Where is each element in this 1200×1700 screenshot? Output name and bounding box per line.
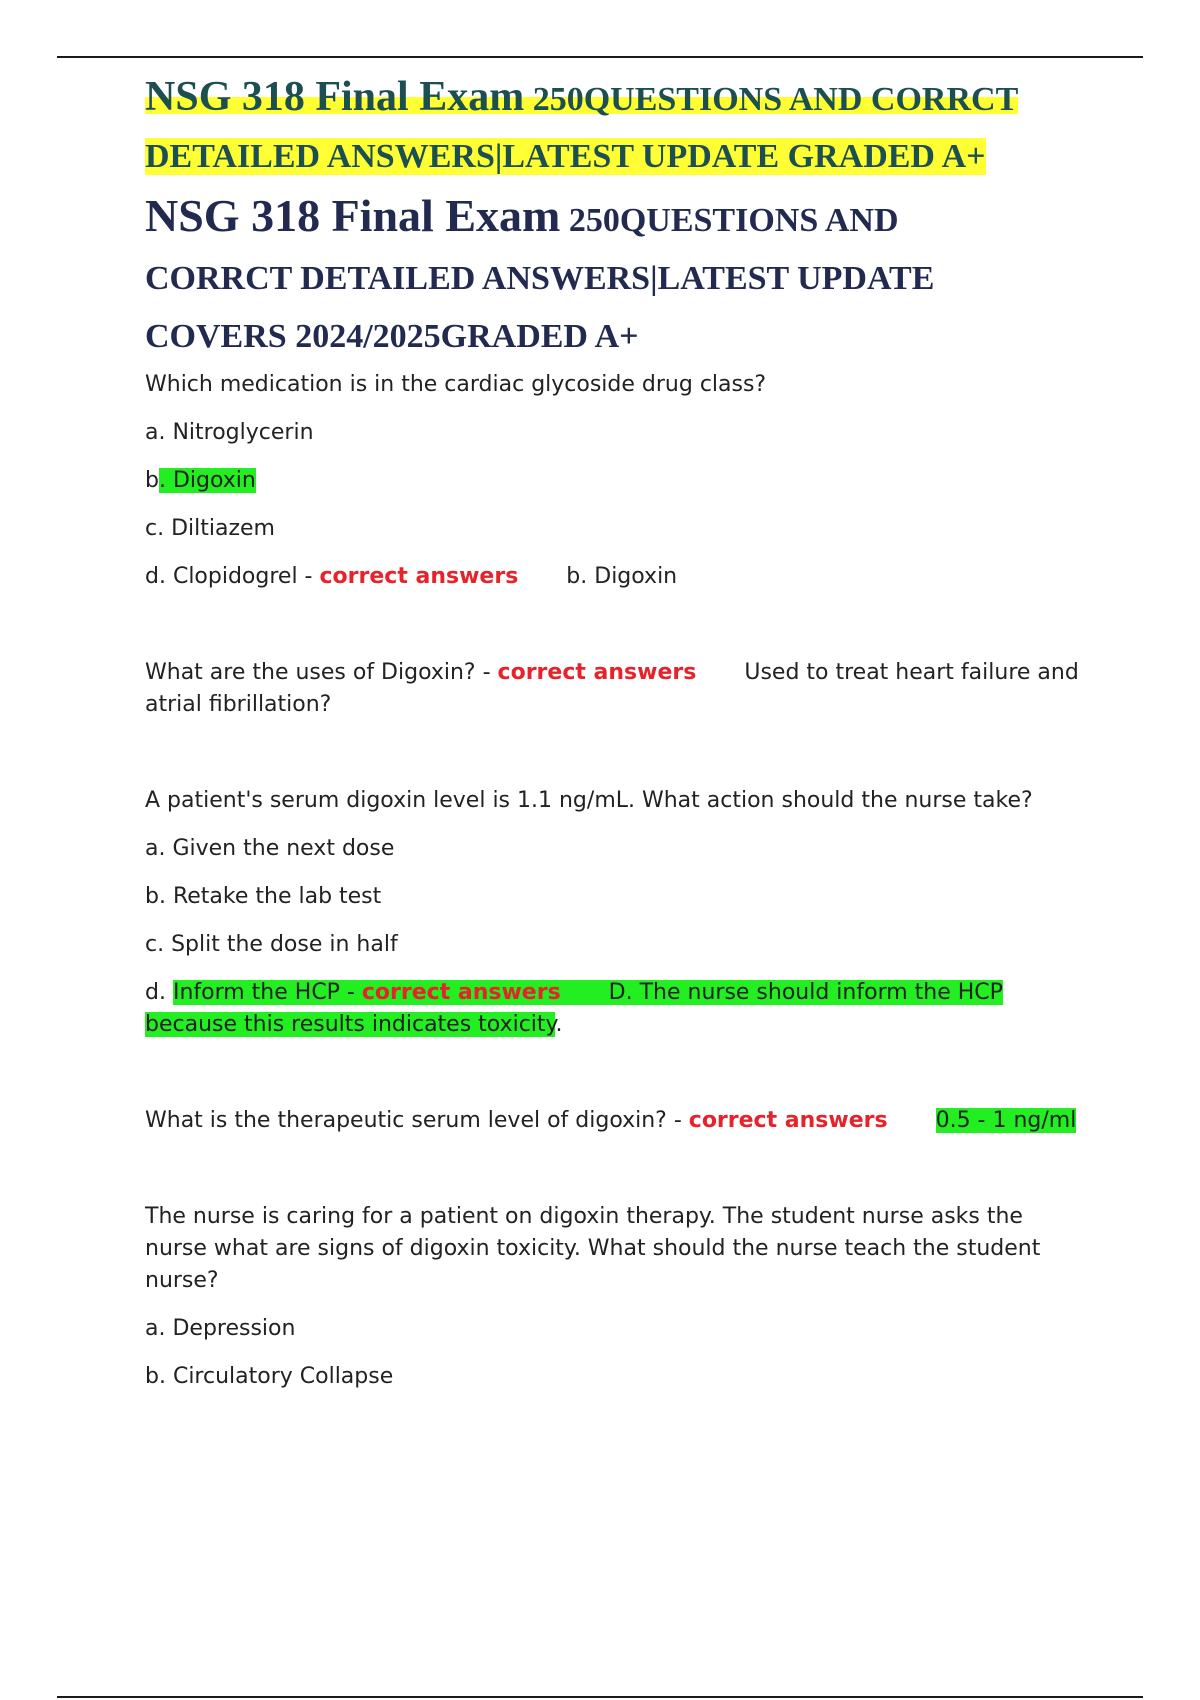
option-b-letter: b — [145, 468, 159, 493]
answer-text: Used to treat heart failure and atrial fibrillation? — [145, 660, 1079, 717]
answer-trailing: . — [555, 1012, 563, 1037]
option-d-text: d. Clopidogrel - — [145, 564, 320, 589]
answer-text: D. The nurse should inform the HCP because this results indicates toxicity — [145, 980, 1003, 1037]
option-a: a. Depression — [145, 1316, 296, 1341]
document-subtitle — [145, 190, 1090, 369]
option-b — [145, 465, 1090, 497]
answer-text: 0.5 - 1 ng/ml — [935, 1108, 1077, 1133]
title-line1-small: 250QUESTIONS AND CORRCT — [524, 81, 1019, 118]
question-with-answer — [145, 657, 1090, 721]
option-d-text: Inform the HCP - — [172, 980, 362, 1005]
option-a: a. Given the next dose — [145, 836, 395, 861]
question-text: What are the uses of Digoxin? - — [145, 660, 498, 685]
option-d — [145, 561, 1090, 593]
subtitle-line1-small: 250QUESTIONS AND — [560, 202, 899, 239]
correct-answers-marker: correct answers — [688, 1108, 888, 1133]
question-text: Which medication is in the cardiac glycoside drug class? — [145, 372, 767, 397]
question-text: What is the therapeutic serum level of digoxin? - — [145, 1108, 689, 1133]
bottom-rule — [57, 1696, 1143, 1698]
question-with-answer — [145, 1105, 1090, 1137]
option-b: b. Circulatory Collapse — [145, 1364, 394, 1389]
top-rule — [57, 56, 1143, 58]
question-block-3 — [145, 785, 1090, 1041]
question-text: A patient's serum digoxin level is 1.1 ng/mL. What action should the nurse take? — [145, 788, 1033, 813]
title-line1-big: NSG 318 Final Exam — [145, 74, 525, 120]
subtitle-line3: COVERS 2024/2025GRADED A+ — [145, 318, 639, 355]
option-d-highlight — [145, 980, 1003, 1037]
option-d-letter: d. — [145, 980, 173, 1005]
option-c: c. Diltiazem — [145, 516, 275, 541]
document-title — [145, 72, 1090, 188]
title-line2: DETAILED ANSWERS|LATEST UPDATE GRADED A+ — [145, 138, 986, 175]
subtitle-big: NSG 318 Final Exam — [145, 190, 561, 241]
question-block-5 — [145, 1201, 1090, 1393]
question-block-4 — [145, 1105, 1090, 1137]
option-a: a. Nitroglycerin — [145, 420, 314, 445]
question-block-2 — [145, 657, 1090, 721]
option-d — [145, 977, 1090, 1041]
document-body — [145, 72, 1090, 1393]
answer-text: b. Digoxin — [566, 564, 678, 589]
question-block-1 — [145, 369, 1090, 593]
option-c: c. Split the dose in half — [145, 932, 398, 957]
correct-answers-marker: correct answers — [497, 660, 697, 685]
option-b: b. Retake the lab test — [145, 884, 382, 909]
correct-answers-marker: correct answers — [361, 980, 561, 1005]
subtitle-line2: CORRCT DETAILED ANSWERS|LATEST UPDATE — [145, 260, 935, 297]
option-b-highlight: . Digoxin — [158, 468, 256, 493]
question-text: The nurse is caring for a patient on digoxin therapy. The student nurse asks the nurse what are signs of digoxin toxicity. What should the nurse teach the student nurse? — [145, 1204, 1041, 1293]
correct-answers-marker: correct answers — [319, 564, 519, 589]
